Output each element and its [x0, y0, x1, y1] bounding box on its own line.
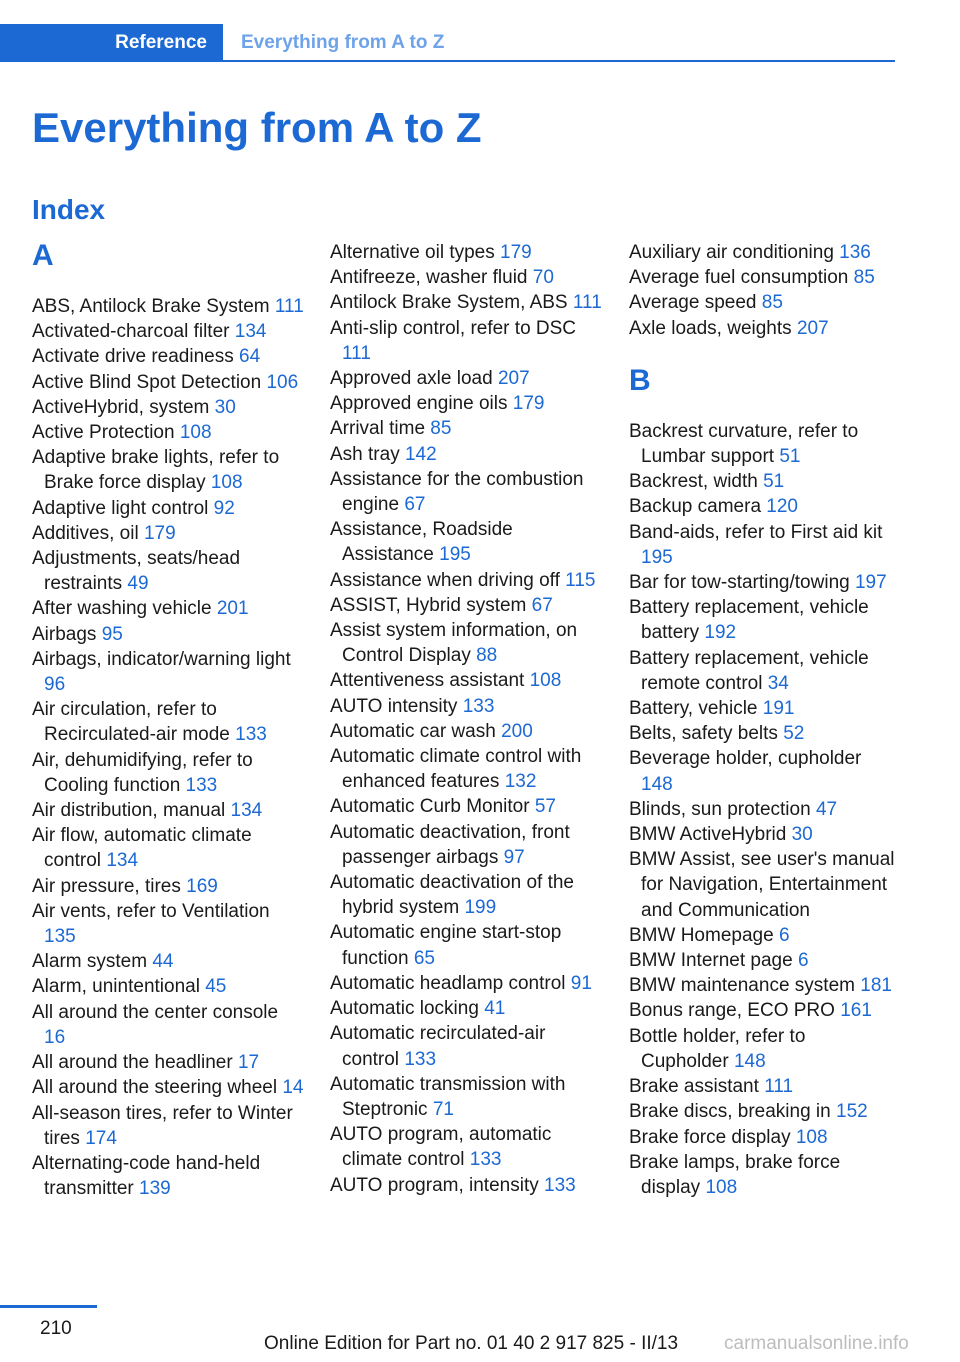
page-link[interactable]: 111 — [274, 296, 304, 317]
entry-text: Antifreeze, washer fluid — [330, 267, 528, 289]
entry-text: BMW Internet page — [629, 950, 793, 972]
entry-text: Approved engine oils — [330, 393, 508, 415]
entry-text: Battery replacement, vehicle remote control — [629, 647, 869, 694]
entry-text: Automatic locking — [330, 998, 479, 1020]
index-entry — [629, 570, 895, 595]
entry-text: Backup camera — [629, 496, 762, 518]
index-entry — [330, 240, 602, 265]
index-entry — [330, 467, 602, 517]
page-link[interactable]: 195 — [439, 544, 471, 566]
index-column-2 — [330, 240, 602, 1198]
page-link[interactable]: 191 — [762, 698, 795, 720]
page-number: 210 — [40, 1318, 72, 1339]
entry-text: Assistance when driving off — [330, 569, 560, 591]
index-letter: B — [629, 363, 651, 397]
index-entry — [629, 822, 895, 847]
page-link[interactable]: 133 — [544, 1174, 576, 1196]
entry-text: BMW Assist, see user's manual for Navigation, Entertainment and Communication — [629, 849, 895, 921]
page-link[interactable]: 106 — [266, 371, 299, 393]
entry-text: Additives, oil — [32, 522, 139, 544]
index-entry — [629, 316, 895, 341]
entry-text: Bonus range, ECO PRO — [629, 1000, 835, 1022]
page-link[interactable]: 34 — [767, 672, 789, 694]
index-entry — [330, 316, 602, 366]
index-entry — [330, 719, 602, 744]
entry-text: BMW Homepage — [629, 924, 774, 946]
index-entry — [629, 265, 895, 290]
entry-text: Assistance for the combustion engine — [330, 468, 584, 516]
page-link[interactable]: 6 — [797, 950, 809, 972]
index-entry — [629, 240, 895, 265]
page-link[interactable]: 97 — [503, 846, 525, 868]
entry-text: Battery, vehicle — [629, 698, 758, 720]
index-entry — [32, 899, 304, 949]
index-entry — [32, 798, 304, 823]
entry-text: Backrest, width — [629, 471, 758, 493]
page-link[interactable]: 85 — [761, 292, 783, 314]
index-entry — [629, 696, 895, 721]
entry-text: Attentiveness assistant — [330, 670, 525, 692]
page-link[interactable]: 51 — [779, 446, 801, 468]
index-entry — [629, 290, 895, 315]
index-entry — [330, 265, 602, 290]
index-entry — [629, 973, 895, 998]
page-link[interactable]: 148 — [641, 773, 673, 795]
entry-text: Automatic deactivation, front passenger airbags — [330, 821, 570, 868]
entry-text: Adaptive light control — [32, 497, 209, 519]
index-entry — [32, 1000, 304, 1050]
index-entry — [330, 391, 602, 416]
page-link[interactable]: 65 — [413, 947, 435, 969]
index-entry — [330, 618, 602, 668]
index-entry — [330, 794, 602, 819]
index-entry — [330, 694, 602, 719]
page-link[interactable]: 181 — [860, 975, 892, 997]
page-link[interactable]: 108 — [795, 1126, 828, 1148]
entry-text: Assist system information, on Control Display — [330, 620, 578, 667]
entry-text: ActiveHybrid, system — [32, 396, 210, 418]
index-entry — [330, 517, 602, 567]
page-link[interactable]: 16 — [44, 1026, 66, 1048]
page-link[interactable]: 134 — [234, 321, 267, 343]
page-link[interactable]: 134 — [106, 850, 139, 872]
entry-text: Airbags, indicator/warning light — [32, 648, 291, 670]
entry-text: Band-aids, refer to First aid kit — [629, 521, 883, 543]
entry-text: All around the center console — [32, 1001, 279, 1023]
index-letter: A — [32, 239, 54, 272]
page-link[interactable]: 71 — [432, 1098, 454, 1120]
entry-text: Air flow, automatic climate control — [32, 825, 252, 872]
entry-text: Automatic car wash — [330, 720, 496, 742]
entry-text: Average fuel consumption — [629, 267, 849, 289]
index-entry — [32, 1101, 304, 1151]
entry-text: Alternative oil types — [330, 242, 495, 263]
page-link[interactable]: 108 — [210, 472, 243, 494]
entry-text: Approved axle load — [330, 368, 493, 390]
page-link[interactable]: 135 — [44, 926, 76, 948]
index-entry — [629, 948, 895, 973]
index-entry — [629, 721, 895, 746]
index-entry — [32, 344, 304, 369]
page-link[interactable]: 120 — [766, 496, 798, 518]
entry-text: Brake discs, breaking in — [629, 1101, 831, 1123]
entry-text: Alarm, unintentional — [32, 976, 200, 998]
index-entry — [629, 1099, 895, 1124]
entry-text: Average speed — [629, 292, 757, 314]
index-entry — [629, 469, 895, 494]
page-link[interactable]: 6 — [778, 924, 790, 946]
index-entry — [330, 870, 602, 920]
index-entry — [330, 568, 602, 593]
index-entry — [629, 419, 895, 469]
edition-note: Online Edition for Part no. 01 40 2 917 825 - II/13 — [264, 1333, 679, 1354]
page-link[interactable]: 133 — [235, 724, 267, 746]
page-link[interactable]: 139 — [139, 1178, 171, 1200]
entry-text: Automatic Curb Monitor — [330, 796, 530, 818]
entry-text: Alarm system — [32, 951, 148, 973]
page-link[interactable]: 108 — [179, 422, 212, 444]
index-entry — [629, 847, 895, 923]
page-link[interactable]: 161 — [840, 1000, 872, 1022]
entry-text: Axle loads, weights — [629, 317, 792, 339]
page-link[interactable]: 57 — [534, 796, 556, 818]
entry-text: Battery replacement, vehicle battery — [629, 597, 869, 644]
entry-text: Active Protection — [32, 422, 175, 444]
entry-text: Air pressure, tires — [32, 875, 181, 897]
index-entry — [330, 820, 602, 870]
page-link[interactable]: 45 — [205, 976, 227, 998]
index-entry — [330, 416, 602, 441]
index-entry — [330, 744, 602, 794]
index-entry — [629, 494, 895, 519]
entry-text: Backrest curvature, refer to Lumbar support — [629, 420, 859, 468]
index-entry — [32, 319, 304, 344]
entry-text: Ash tray — [330, 443, 400, 465]
page-header — [0, 24, 895, 62]
entry-text: Brake lamps, brake force display — [629, 1151, 841, 1198]
page-link[interactable]: 179 — [143, 522, 176, 544]
page-link[interactable]: 148 — [733, 1050, 766, 1072]
page-link[interactable]: 142 — [404, 443, 437, 465]
entry-text: All around the headliner — [32, 1052, 233, 1074]
page-link[interactable]: 207 — [796, 317, 829, 339]
entry-text: Antilock Brake System, ABS — [330, 292, 568, 314]
index-entry — [32, 823, 304, 873]
page-link[interactable]: 201 — [216, 598, 249, 620]
index-entry — [629, 923, 895, 948]
entry-text: Bottle holder, refer to Cupholder — [629, 1025, 806, 1072]
page-link[interactable]: 95 — [101, 623, 123, 645]
index-entry — [330, 1122, 602, 1172]
entry-text: All-season tires, refer to Winter tires — [32, 1102, 293, 1149]
entry-text: Active Blind Spot Detection — [32, 371, 262, 393]
page-link[interactable]: 108 — [529, 670, 562, 692]
page-link[interactable]: 133 — [462, 695, 495, 717]
entry-text: AUTO intensity — [330, 695, 458, 717]
entry-text: Air circulation, refer to Recirculated-air mode — [32, 699, 230, 746]
index-entry — [629, 646, 895, 696]
index-entry — [32, 949, 304, 974]
index-entry — [629, 1024, 895, 1074]
entry-text: Brake assistant — [629, 1076, 759, 1098]
index-entry — [330, 971, 602, 996]
page-link[interactable]: 30 — [791, 824, 813, 846]
page-link[interactable]: 88 — [476, 645, 498, 667]
entry-text: Alternating-code hand-held transmitter — [32, 1152, 261, 1200]
index-entry — [32, 748, 304, 798]
page-link[interactable]: 136 — [839, 242, 871, 263]
index-entry — [629, 1150, 895, 1200]
entry-text: BMW maintenance system — [629, 975, 855, 997]
index-entry — [32, 1151, 304, 1201]
index-entry — [32, 496, 304, 521]
entry-text: Automatic engine start-stop function — [330, 922, 562, 969]
page-link[interactable]: 17 — [237, 1052, 260, 1074]
page-link[interactable]: 133 — [404, 1048, 437, 1070]
page-title: Everything from A to Z — [32, 104, 482, 151]
index-entry — [32, 370, 304, 395]
index-entry — [330, 920, 602, 970]
entry-text: Brake force display — [629, 1126, 791, 1148]
entry-text: ASSIST, Hybrid system — [330, 594, 527, 616]
page-link[interactable]: 30 — [214, 396, 236, 418]
page-link[interactable]: 111 — [342, 342, 371, 364]
page-link[interactable]: 47 — [815, 798, 838, 820]
footer-rule — [0, 1305, 97, 1308]
entry-text: Activate drive readiness — [32, 346, 234, 368]
page-link[interactable]: 108 — [705, 1176, 738, 1198]
entry-text: Automatic transmission with Steptronic — [330, 1073, 566, 1120]
page-link[interactable]: 85 — [430, 418, 452, 440]
index-entry — [629, 998, 895, 1023]
page-link[interactable]: 49 — [127, 573, 149, 595]
entry-text: ABS, Antilock Brake System — [32, 296, 270, 317]
entry-text: Adjustments, seats/head restraints — [32, 548, 241, 595]
index-entry — [32, 697, 304, 747]
header-rule — [0, 60, 895, 62]
index-entry — [330, 366, 602, 391]
index-entry — [32, 445, 304, 495]
page-link[interactable]: 174 — [85, 1127, 117, 1149]
index-entry — [32, 1050, 304, 1075]
entry-text: Adaptive brake lights, refer to Brake force display — [32, 447, 280, 494]
index-entry — [32, 546, 304, 596]
page-link[interactable]: 51 — [763, 471, 785, 493]
watermark: carmanualsonline.info — [724, 1333, 909, 1354]
index-entry — [330, 442, 602, 467]
entry-text: Auxiliary air conditioning — [629, 242, 834, 263]
index-entry — [32, 521, 304, 546]
entry-text: Belts, safety belts — [629, 723, 778, 745]
index-entry — [32, 294, 304, 319]
page-link[interactable]: 52 — [783, 723, 805, 745]
page-link[interactable]: 169 — [186, 875, 218, 897]
breadcrumb[interactable]: Everything from A to Z — [241, 32, 445, 53]
page-link[interactable]: 115 — [565, 569, 596, 591]
entry-text: BMW ActiveHybrid — [629, 824, 787, 846]
page-link[interactable]: 192 — [704, 622, 737, 644]
page-link[interactable]: 70 — [532, 267, 554, 289]
index-entry — [629, 520, 895, 570]
page-link[interactable]: 134 — [230, 800, 263, 822]
page-link[interactable]: 133 — [469, 1149, 502, 1171]
entry-text: AUTO program, intensity — [330, 1174, 539, 1196]
entry-text: Beverage holder, cupholder — [629, 748, 862, 770]
section-tab[interactable]: Reference — [0, 24, 223, 62]
page-link[interactable]: 96 — [44, 674, 66, 696]
index-entry — [32, 395, 304, 420]
entry-text: Blinds, sun protection — [629, 798, 811, 820]
index-entry — [330, 1021, 602, 1071]
page-link[interactable]: 195 — [641, 546, 673, 568]
index-entry — [32, 874, 304, 899]
entry-text: Airbags — [32, 623, 97, 645]
page-link[interactable]: 41 — [484, 998, 506, 1020]
entry-text: AUTO program, automatic climate control — [330, 1124, 552, 1171]
page-link[interactable]: 44 — [152, 951, 174, 973]
entry-text: Automatic climate control with enhanced features — [330, 746, 582, 793]
entry-text: Air vents, refer to Ventilation — [32, 900, 270, 922]
page-link[interactable]: 152 — [836, 1101, 868, 1123]
page-link[interactable]: 92 — [213, 497, 235, 519]
entry-text: Air distribution, manual — [32, 800, 226, 822]
index-entry — [32, 420, 304, 445]
page-subtitle: Index — [32, 194, 106, 225]
page-link[interactable]: 199 — [464, 897, 497, 919]
page-link[interactable]: 67 — [531, 594, 553, 616]
index-entry — [629, 595, 895, 645]
page-link[interactable]: 91 — [570, 972, 592, 994]
index-entry — [330, 1173, 602, 1198]
page-link[interactable]: 111 — [764, 1076, 794, 1098]
entry-text: Air, dehumidifying, refer to Cooling function — [32, 749, 253, 796]
entry-text: Anti-slip control, refer to DSC — [330, 317, 577, 339]
index-entry — [629, 746, 895, 796]
entry-text: Automatic headlamp control — [330, 972, 566, 994]
index-entry — [330, 593, 602, 618]
index-entry — [330, 1072, 602, 1122]
page-link[interactable]: 197 — [854, 572, 887, 594]
index-entry — [32, 622, 304, 647]
index-column-1 — [32, 240, 304, 1201]
entry-text: Activated-charcoal filter — [32, 321, 230, 343]
entry-text: Automatic recirculated-air control — [330, 1023, 546, 1070]
page-link[interactable]: 64 — [239, 346, 261, 368]
page-link[interactable]: 85 — [853, 267, 875, 289]
index-entry — [32, 1075, 304, 1100]
index-entry — [629, 797, 895, 822]
entry-text: Automatic deactivation of the hybrid system — [330, 872, 574, 919]
page-link[interactable]: 133 — [185, 774, 218, 796]
index-column-3 — [629, 240, 895, 1200]
entry-text: All around the steering wheel — [32, 1077, 278, 1099]
index-entry — [629, 1125, 895, 1150]
page-link[interactable]: 14 — [282, 1077, 304, 1099]
index-entry — [330, 996, 602, 1021]
page-link[interactable]: 67 — [404, 494, 426, 516]
entry-text: Bar for tow-starting/towing — [629, 572, 850, 594]
index-entry — [32, 596, 304, 621]
page-link[interactable]: 179 — [512, 393, 545, 415]
index-entry — [32, 974, 304, 999]
page-link[interactable]: 132 — [504, 771, 537, 793]
entry-text: Assistance, Roadside Assistance — [330, 519, 513, 566]
index-entry — [32, 647, 304, 697]
page-link[interactable]: 207 — [497, 368, 530, 390]
entry-text: Arrival time — [330, 418, 426, 440]
page-link[interactable]: 200 — [501, 720, 533, 742]
entry-text: After washing vehicle — [32, 598, 212, 620]
index-entry — [330, 668, 602, 693]
index-entry — [330, 290, 602, 315]
page-link[interactable]: 111 — [572, 292, 602, 314]
page-link[interactable]: 179 — [500, 242, 532, 263]
index-entry — [629, 1074, 895, 1099]
